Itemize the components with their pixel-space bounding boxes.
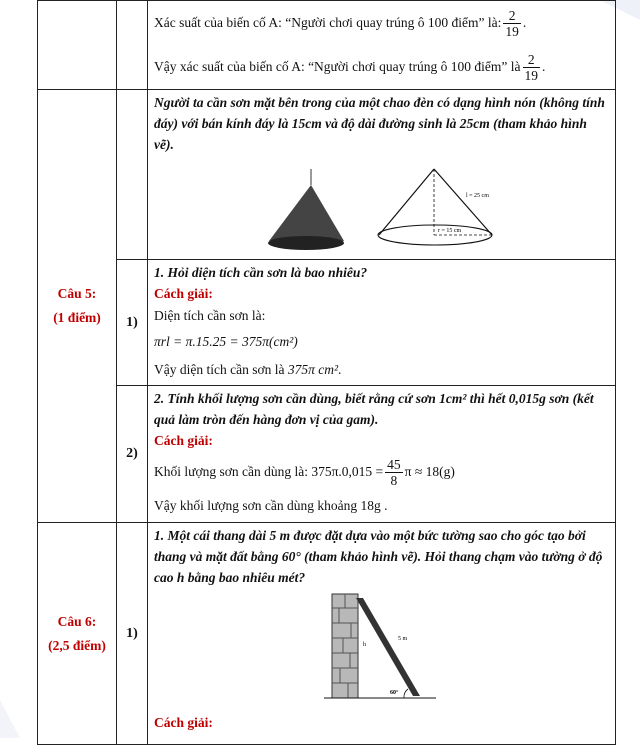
sub-question-number: 1) xyxy=(117,523,148,745)
area-formula: πrl = π.15.25 = 375π(cm²) xyxy=(154,334,298,349)
table-row xyxy=(38,523,616,745)
table-row xyxy=(38,90,616,260)
cone-r-label: r = 15 cm xyxy=(438,228,462,234)
question-points: (1 điểm) xyxy=(53,310,101,325)
lamp-shade-icon xyxy=(268,169,344,250)
cone-figures xyxy=(154,159,594,259)
probability-answer-cell: Xác suất của biến cố A: “Người chơi quay trúng ô 100 điểm” là: $\frac{2}{19}$ . Vậy xác suất của biến cố A: “Người chơi quay trúng ô 100 điểm” là $\frac{2}{19}$ . xyxy=(148,1,616,90)
cau-5-q2-title: 2. Tính khối lượng sơn cần dùng, biết rằng cứ sơn 1cm² thì hết 0,015g sơn (kết quả làm tròn đến hàng đơn vị của gam). xyxy=(154,391,594,427)
svg-text:h: h xyxy=(363,642,366,648)
mass-fraction: $\frac{45}{8}$ xyxy=(387,456,401,488)
solution-label: Cách giải: xyxy=(154,433,213,448)
svg-text:5 m: 5 m xyxy=(398,636,408,642)
cau-6-q1-cell xyxy=(148,523,616,745)
question-points: (2,5 điểm) xyxy=(48,637,106,653)
cau-6-label-cell xyxy=(38,523,117,745)
sub-question-number: 1) xyxy=(117,260,148,386)
solution-table-page xyxy=(37,0,605,731)
cone-l-label: l = 25 cm xyxy=(466,193,489,199)
question-label: Câu 6: xyxy=(57,613,97,629)
table-row xyxy=(38,1,616,90)
table-row xyxy=(38,386,616,523)
brick-wall-icon xyxy=(332,594,358,698)
table-row xyxy=(38,260,616,386)
cau-5-q1-cell: 1. Hỏi diện tích cần sơn là bao nhiêu? Cách giải: Diện tích cần sơn là: πrl = π.15.25 = 375π(cm²) Vậy diện tích cần sơn là 375π cm². xyxy=(148,260,616,386)
solution-label: Cách giải: xyxy=(154,286,213,301)
sub-question-number: 2) xyxy=(117,386,148,523)
cau-5-intro-text: Người ta cần sơn mặt bên trong của một chao đèn có dạng hình nón (không tính đáy) với bán kính đáy là 15cm và độ dài đường sinh là 25cm (tham khảo hình vẽ). xyxy=(154,95,605,152)
cone-diagram xyxy=(378,169,492,245)
cau-5-q2-cell: 2. Tính khối lượng sơn cần dùng, biết rằng cứ sơn 1cm² thì hết 0,015g sơn (kết quả làm tròn đến hàng đơn vị của gam). Cách giải: Khối lượng sơn cần dùng là: 375π.0,015 = $\frac{45}{8}$ π ≈ 18(g) Vậy khối lượng sơn cần dùng khoảng 18g . xyxy=(148,386,616,523)
ladder-figure xyxy=(154,590,594,708)
cau-6-q1-title: 1. Một cái thang dài 5 m được đặt dựa vào một bức tường sao cho góc tạo bởi thang và mặt đất bằng 60° (tham khảo hình vẽ). Hỏi thang chạm vào tường ở độ cao h bằng bao nhiêu mét? xyxy=(154,528,603,585)
probability-fraction-1: $\frac{2}{19}$ xyxy=(505,7,519,39)
question-label: Câu 5: xyxy=(57,286,97,301)
cau-5-q1-title: 1. Hỏi diện tích cần sơn là bao nhiêu? xyxy=(154,265,368,280)
svg-text:60°: 60° xyxy=(390,690,399,696)
probability-line-1: Xác suất của biến cố A: “Người chơi quay trúng ô 100 điểm” là: xyxy=(154,15,502,30)
probability-fraction-2: $\frac{2}{19}$ xyxy=(524,51,538,83)
solution-label: Cách giải: xyxy=(154,715,213,730)
probability-line-2: Vậy xác suất của biến cố A: “Người chơi quay trúng ô 100 điểm” là xyxy=(154,59,521,74)
solution-table xyxy=(37,0,616,745)
cau-5-intro-cell xyxy=(148,90,616,260)
cau-5-label-cell xyxy=(38,90,117,523)
